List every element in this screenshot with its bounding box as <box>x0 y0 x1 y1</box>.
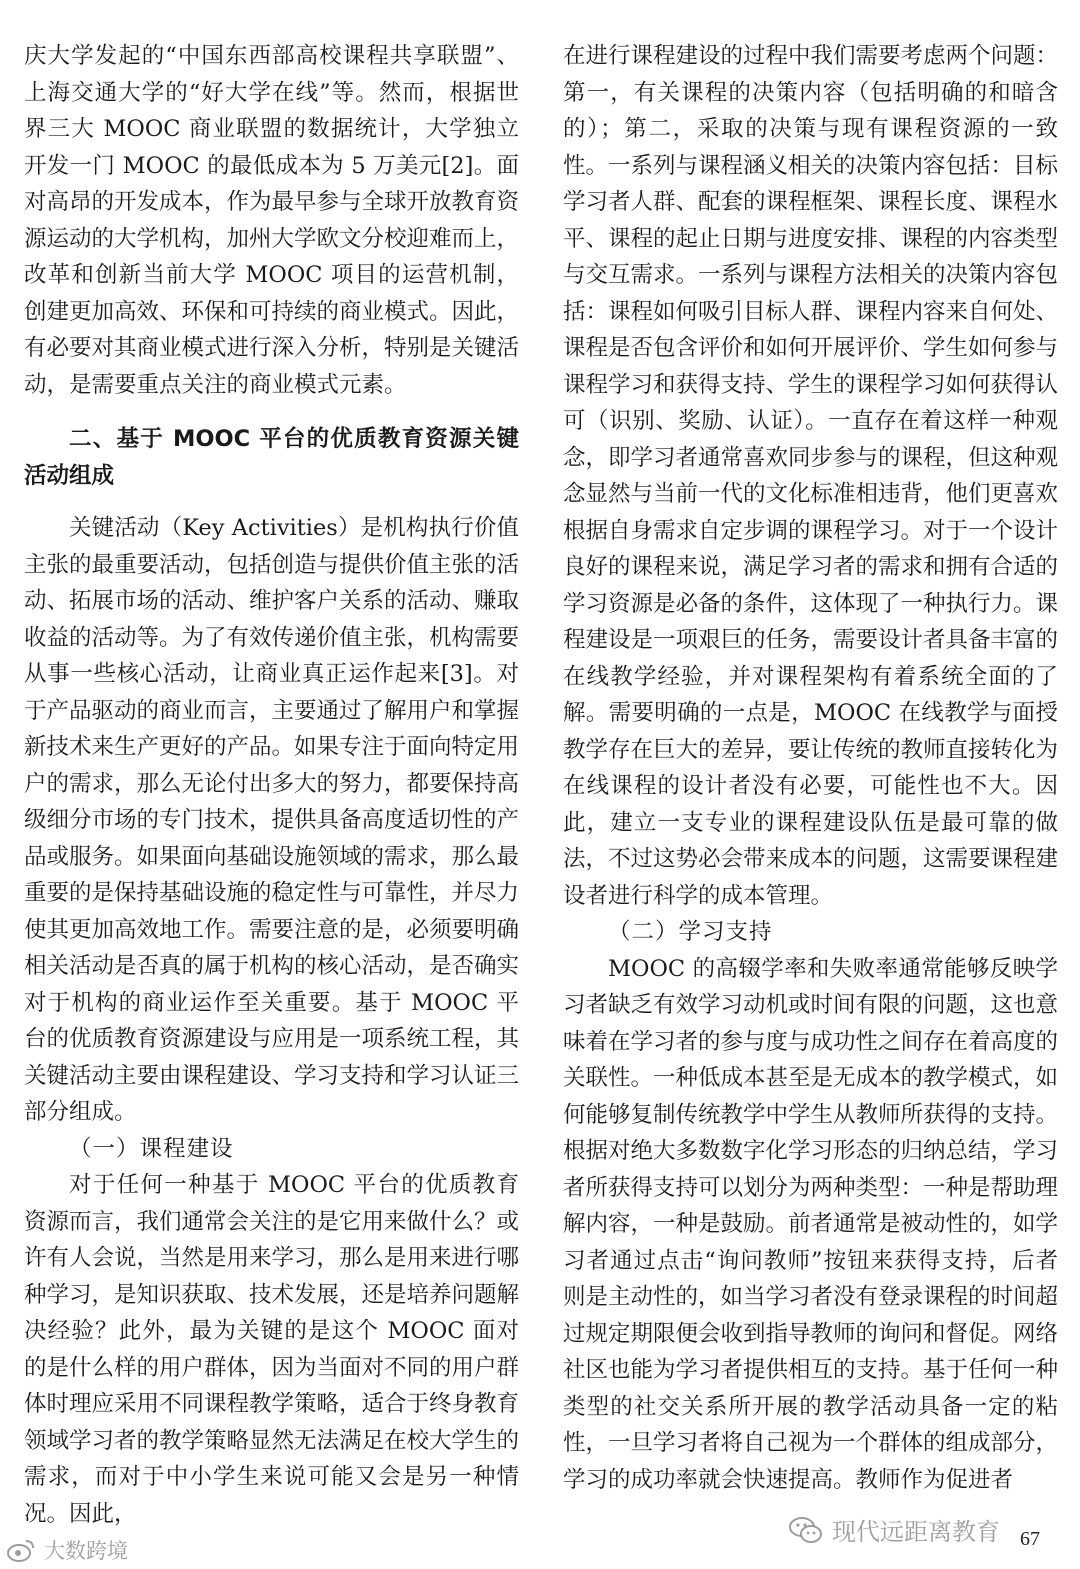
section-heading: 二、基于 MOOC 平台的优质教育资源关键活动组成 <box>24 426 519 489</box>
course-paragraph: 对于任何一种基于 MOOC 平台的优质教育资源而言，我们通常会关注的是它用来做什么？或许有人会说，当然是用来学习，那么是用来进行哪种学习，是知识获取、技术发展，还是培养问题解决经验？此外，最为关键的是这个 MOOC 面对的是什么样的用户群体，因为当面对不同的用户群体时理应采用不同课程教学策略，适合于终身教育领域学习者的教学策略显然无法满足在校大学生的需求，而对于中小学生来说可能又会是另一种情况。因此， <box>24 1172 520 1527</box>
continuation-paragraph: 在进行课程建设的过程中我们需要考虑两个问题：第一，有关课程的决策内容（包括明确的和暗含的）；第二，采取的决策与现有课程资源的一致性。一系列与课程涵义相关的决策内容包括：目标学习者人群、配套的课程框架、课程长度、课程水平、课程的起止日期与进度安排、课程的内容类型与交互需求。一系列与课程方法相关的决策内容包括：课程如何吸引目标人群、课程内容来自何处、课程是否包含评价和如何开展评价、学生如何参与课程学习和获得支持、学生的课程学习如何获得认可（识别、奖励、认证）。一直存在着这样一种观念，即学习者通常喜欢同步参与的课程，但这种观念显然与当前一代的文化标准相违背，他们更喜欢根据自身需求自定步调的课程学习。对于一个设计良好的课程来说，满足学习者的需求和拥有合适的学习资源是必备的条件，这体现了一种执行力。课程建设是一项艰巨的任务，需要设计者具备丰富的在线教学经验，并对课程架构有着系统全面的了解。需要明确的一点是，MOOC 在线教学与面授教学存在巨大的差异，要让传统的教师直接转化为在线课程的设计者没有必要，可能性也不大。因此，建立一支专业的课程建设队伍是最可靠的做法，不过这势必会带来成本的问题，这需要课程建设者进行科学的成本管理。 <box>563 43 1059 909</box>
watermark-right <box>788 1512 1000 1547</box>
watermark-left-text: 大数跨境 <box>44 1539 128 1563</box>
watermark-right-text: 现代远距离教育 <box>832 1518 1000 1546</box>
subheading-course-construction: （一）课程建设 <box>69 1135 234 1162</box>
support-paragraph: MOOC 的高辍学率和失败率通常能够反映学习者缺乏有效学习动机或时间有限的问题，这也意味着在学习者的参与度与成功性之间存在着高度的关联性。一种低成本甚至是无成本的教学模式，如何能够复制传统教学中学生从教师所获得的支持。根据对绝大多数数字化学习形态的归纳总结，学习者所获得支持可以划分为两种类型：一种是帮助理解内容，一种是鼓励。前者通常是被动性的，如学习者通过点击“询问教师”按钮来获得支持，后者则是主动性的，如当学习者没有登录课程的时间超过规定期限便会收到指导教师的询问和督促。网络社区也能为学习者提供相互的支持。基于任何一种类型的社交关系所开展的教学活动具备一定的粘性，一旦学习者将自己视为一个群体的组成部分，学习的成功率就会快速提高。教师作为促进者 <box>563 955 1059 1493</box>
intro-paragraph: 庆大学发起的“中国东西部高校课程共享联盟”、上海交通大学的“好大学在线”等。然而，根据世界三大 MOOC 商业联盟的数据统计，大学独立开发一门 MOOC 的最低成本为 5 万美元[2]。面对高昂的开发成本，作为最早参与全球开放教育资源运动的大学机构，加州大学欧文分校迎难而上，改革和创新当前大学 MOOC 项目的运营机制，创建更加高效、环保和可持续的商业模式。因此，有必要对其商业模式进行深入分析，特别是关键活动，是需要重点关注的商业模式元素。 <box>24 43 520 398</box>
weibo-icon <box>6 1537 36 1563</box>
left-column <box>24 38 519 1532</box>
page-number: 67 <box>1020 1528 1040 1550</box>
right-column <box>563 38 1058 1498</box>
subheading-learning-support: （二）学习支持 <box>608 919 773 945</box>
watermark-left <box>6 1535 128 1565</box>
wechat-icon <box>788 1515 824 1545</box>
key-activities-paragraph: 关键活动（Key Activities）是机构执行价值主张的最重要活动，包括创造与提供价值主张的活动、拓展市场的活动、维护客户关系的活动、赚取收益的活动等。为了有效传递价值主张，机构需要从事一些核心活动，让商业真正运作起来[3]。对于产品驱动的商业而言，主要通过了解用户和掌握新技术来生产更好的产品。如果专注于面向特定用户的需求，那么无论付出多大的努力，都要保持高级细分市场的专门技术，提供具备高度适切性的产品或服务。如果面向基础设施领域的需求，那么最重要的是保持基础设施的稳定性与可靠性，并尽力使其更加高效地工作。需要注意的是，必须要明确相关活动是否真的属于机构的核心活动，是否确实对于机构的商业运作至关重要。基于 MOOC 平台的优质教育资源建设与应用是一项系统工程，其关键活动主要由课程建设、学习支持和学习认证三部分组成。 <box>24 515 520 1125</box>
